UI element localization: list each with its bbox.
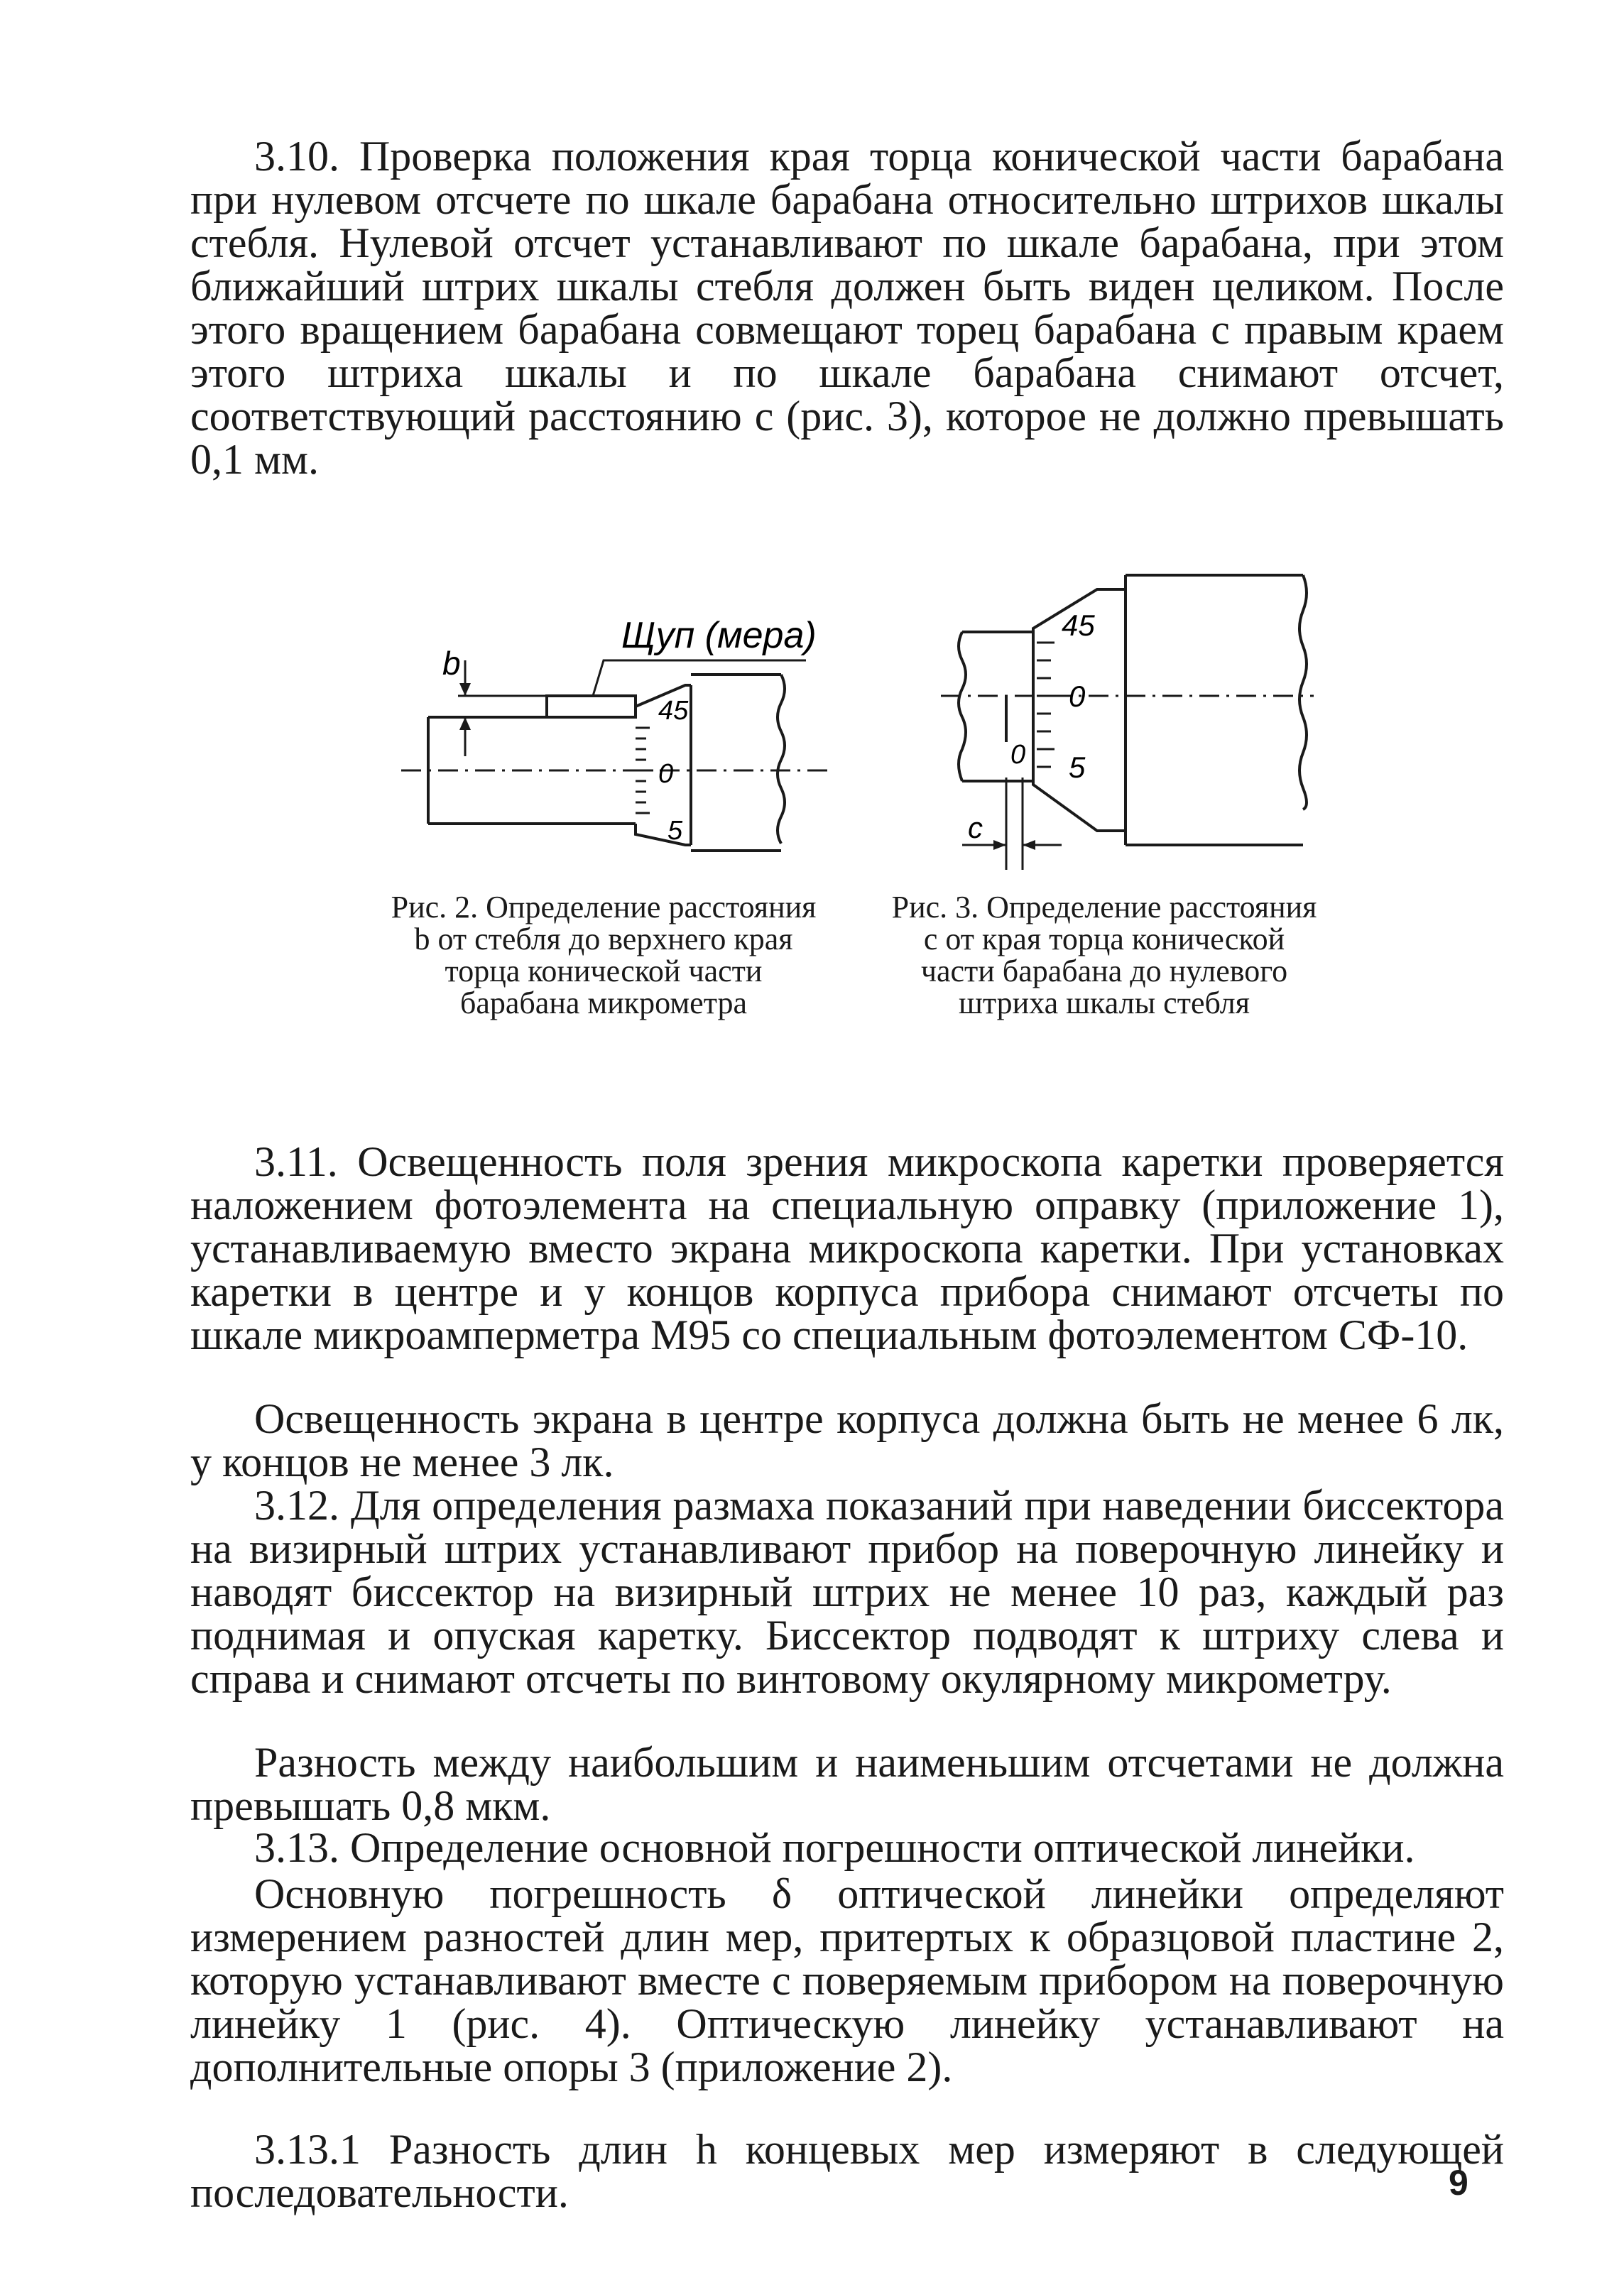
figure-3 xyxy=(920,564,1317,877)
paragraph-3-13-heading: 3.13. Определение основной погрешности оптической линейки. xyxy=(254,1824,1415,1871)
cone-bottom xyxy=(1033,781,1126,831)
stem-break xyxy=(959,632,966,781)
paragraph-3-11-illuminance: Освещенность экрана в центре корпуса должна быть не менее 6 лк, у концов не менее 3 лк. xyxy=(190,1395,1504,1485)
cone-bottom xyxy=(636,824,691,845)
figure-2-caption: Рис. 2. Определение расстояния b от стебля до верхнего края торца конической части барабана микрометра xyxy=(391,890,817,1020)
paragraph-3-12: 3.12. Для определения размаха показаний при наведении биссектора на визирный штрих устанавливают прибор на поверочную линейку и наводят биссектор на визирный штрих не менее 10 раз, каждый раз поднимая и опуская каретку. Биссектор подводят к штриху слева и справа и снимают отсчеты по винтовому окулярному микрометру. xyxy=(190,1482,1504,1702)
label-b: b xyxy=(442,645,461,682)
tick-45: 45 xyxy=(658,696,689,726)
barrel-break xyxy=(778,675,785,844)
label-probe: Щуп (мера) xyxy=(621,615,817,656)
tick-5: 5 xyxy=(667,816,683,846)
tick-0: 0 xyxy=(658,759,674,789)
label-c: c xyxy=(968,811,983,844)
barrel-break xyxy=(1299,575,1307,809)
paragraph-3-13-1: 3.13.1 Разность длин h концевых мер измеряют в следующей последовательности. xyxy=(190,2126,1504,2216)
paragraph-3-12-difference: Разность между наибольшим и наименьшим отсчетами не должна превышать 0,8 мкм. xyxy=(190,1739,1504,1829)
figure-3-caption: Рис. 3. Определение расстояния c от края торца конической части барабана до нулевого штриха шкалы стебля xyxy=(891,890,1317,1020)
probe-leader xyxy=(593,660,806,696)
page-number: 9 xyxy=(1449,2163,1468,2203)
figure-2-drawing xyxy=(394,554,834,880)
paragraph-3-11: 3.11. Освещенность поля зрения микроскопа каретки проверяется наложением фотоэлемента на специальную оправку (приложение 1), устанавливаемую вместо экрана микроскопа каретки. При установках каретки в центре и у концов корпуса прибора снимают отсчеты по шкале микроамперметра М95 со специальным фотоэлементом СФ-10. xyxy=(190,1138,1504,1358)
paragraph-3-13-body: Основную погрешность δ оптической линейки определяют измерением разностей длин мер, притертых к образцовой пластине 2, которую устанавливают вместе с поверяемым прибором на поверочную линейку 1 (рис. 4). Оптическую линейку устанавливают на дополнительные опоры 3 (приложение 2). xyxy=(190,1870,1504,2090)
paragraph-3-10: 3.10. Проверка положения края торца конической части барабана при нулевом отсчете по шкале барабана относительно штрихов шкалы стебля. Нулевой отсчет устанавливают по шкале барабана, при этом ближайший штрих шкалы стебля должен быть виден целиком. После этого вращением барабана совмещают торец барабана с правым краем этого штриха шкалы и по шкале барабана снимают отсчет, соответствующий расстоянию c (рис. 3), которое не должно превышать 0,1 мм. xyxy=(190,133,1504,483)
figure-2 xyxy=(394,554,834,880)
figure-3-drawing xyxy=(920,564,1317,877)
tick-0: 0 xyxy=(1069,680,1086,713)
tick-45: 45 xyxy=(1062,609,1095,642)
probe-block xyxy=(547,696,636,717)
tick-5: 5 xyxy=(1069,751,1086,784)
stem-zero-label: 0 xyxy=(1010,740,1026,770)
